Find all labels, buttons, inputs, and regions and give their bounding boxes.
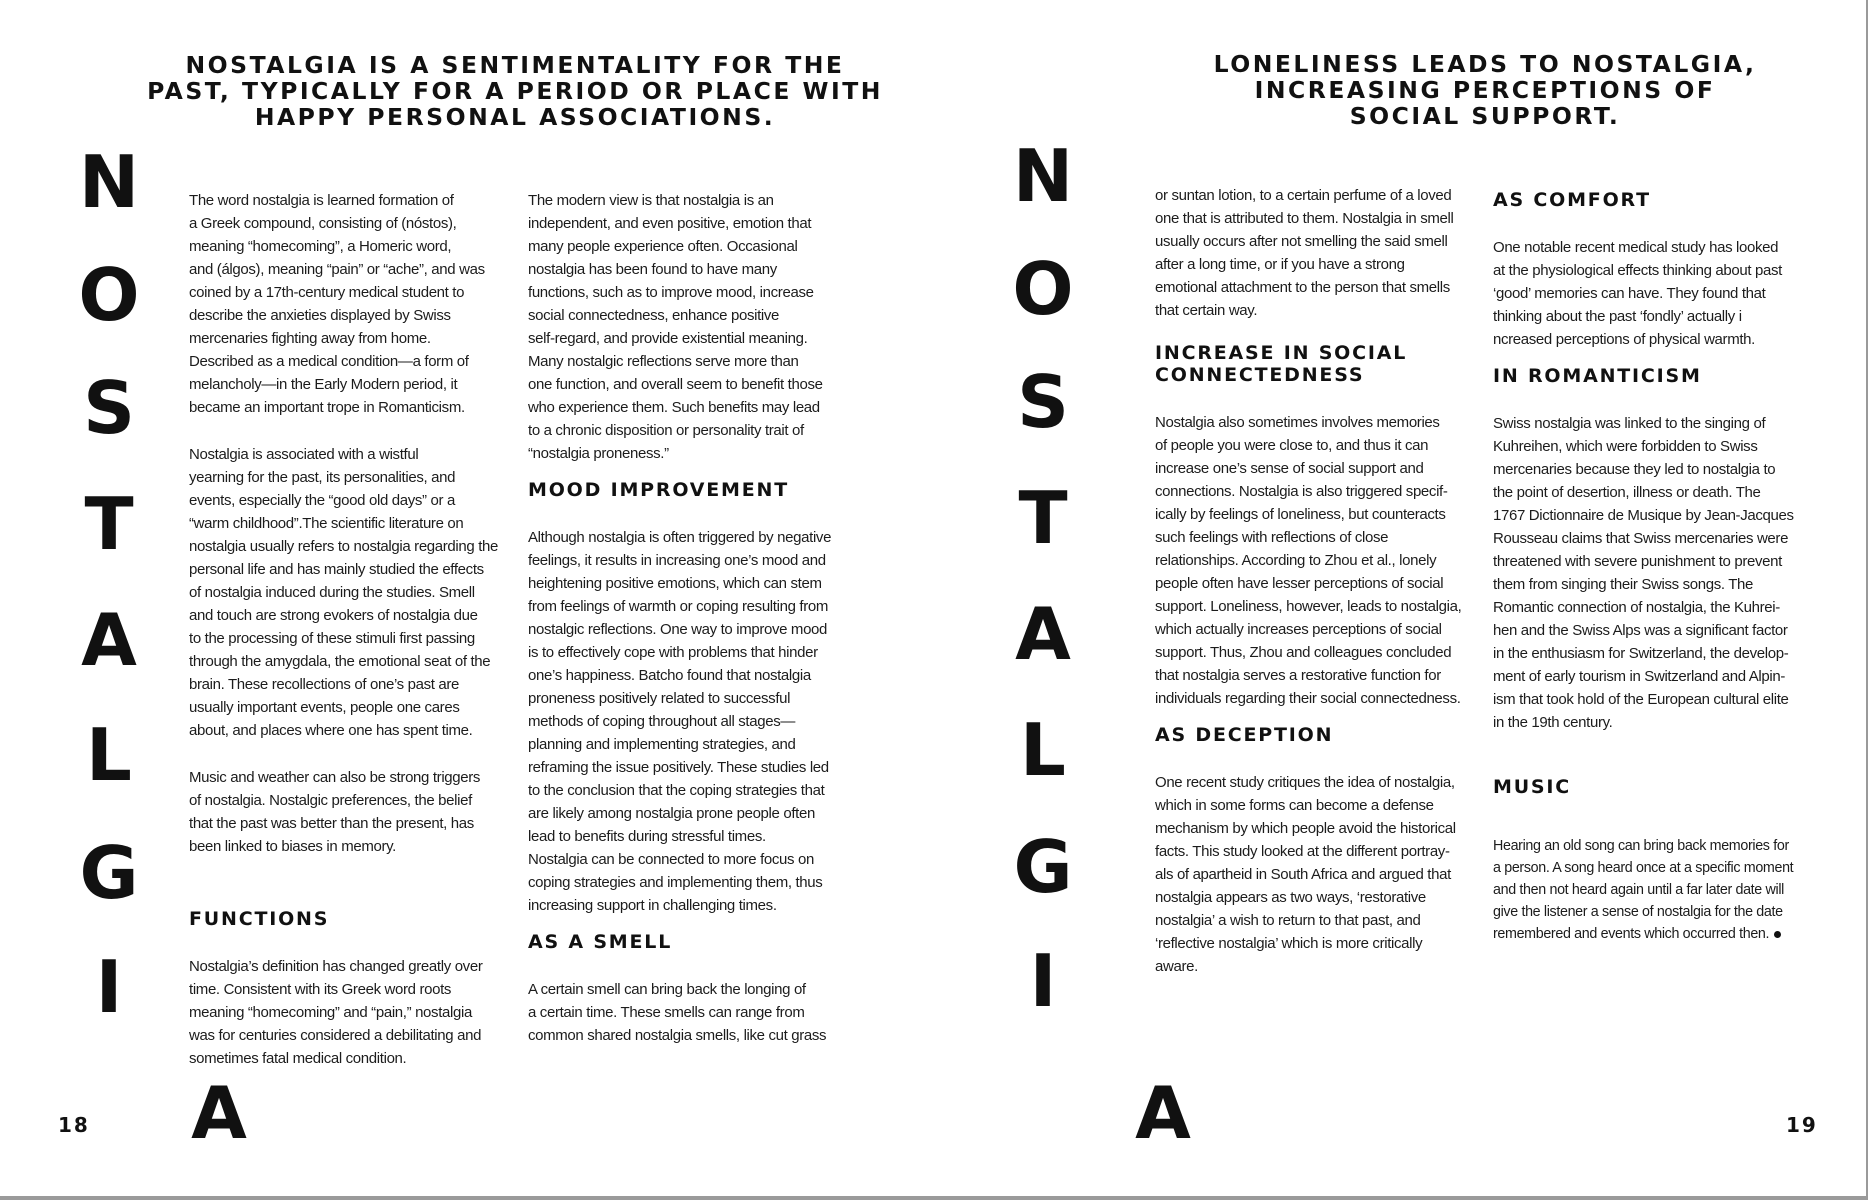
paragraph: [1155, 411, 1475, 710]
text-line: Many nostalgic reflections serve more than: [528, 353, 799, 370]
text-line: individuals regarding their social connectedness.: [1155, 690, 1461, 707]
vertical-letter: S: [83, 366, 135, 450]
text-line: ‘good’ memories can have. They found that: [1493, 285, 1766, 302]
text-line: melancholy—in the Early Modern period, it: [189, 376, 458, 393]
vertical-letter: G: [1013, 825, 1073, 909]
text-line: lead to benefits during stressful times.: [528, 828, 766, 845]
text-line: a Greek compound, consisting of (nóstos),: [189, 215, 457, 232]
text-line: ism that took hold of the European cultural elite: [1493, 691, 1789, 708]
text-line: Swiss nostalgia was linked to the singing of: [1493, 415, 1766, 432]
as-comfort-heading: AS COMFORT: [1493, 189, 1651, 211]
bottom-letter: A: [1135, 1071, 1191, 1155]
vertical-letter: S: [1017, 360, 1069, 444]
paragraph: [1493, 835, 1813, 945]
page-number-right: 19: [1786, 1113, 1818, 1137]
text-line: after a long time, or if you have a strong: [1155, 256, 1405, 273]
text-line: coined by a 17th-century medical student to: [189, 284, 465, 301]
right-page-heading: [1150, 51, 1820, 129]
text-line: or suntan lotion, to a certain perfume of a loved: [1155, 187, 1452, 204]
mood-improvement-heading: MOOD IMPROVEMENT: [528, 479, 790, 501]
vertical-letter: O: [1012, 247, 1074, 331]
vertical-letter: A: [1015, 592, 1071, 676]
text-line: functions, such as to improve mood, increase: [528, 284, 814, 301]
text-line: that certain way.: [1155, 302, 1258, 319]
text-line: to the processing of these stimuli first passing: [189, 630, 475, 647]
vertical-letter: G: [79, 831, 139, 915]
vertical-letter: T: [1018, 476, 1068, 560]
text-line: one function, and overall seem to benefit those: [528, 376, 823, 393]
bottom-letter: A: [191, 1071, 247, 1155]
as-deception-heading: AS DECEPTION: [1155, 724, 1334, 746]
text-line: usually important events, people one cares: [189, 699, 460, 716]
text-line: increasing support in challenging times.: [528, 897, 777, 914]
text-line: Nostalgia is associated with a wistful: [189, 446, 419, 463]
text-line: common shared nostalgia smells, like cut grass: [528, 1027, 827, 1044]
text-line: one’s happiness. Batcho found that nostalgia: [528, 667, 811, 684]
text-line: emotional attachment to the person that smells: [1155, 279, 1450, 296]
vertical-letter: N: [1012, 134, 1074, 218]
text-line: nostalgic reflections. One way to improve mood: [528, 621, 828, 638]
text-line: remembered and events which occurred then.: [1493, 926, 1770, 942]
text-line: through the amygdala, the emotional seat of the: [189, 653, 491, 670]
text-line: the point of desertion, illness or death. The: [1493, 484, 1761, 501]
heading-line: CONNECTEDNESS: [1155, 364, 1365, 386]
text-line: a certain time. These smells can range from: [528, 1004, 805, 1021]
text-line: to a chronic disposition or personality trait of: [528, 422, 804, 439]
text-line: ically by feelings of loneliness, but counteracts: [1155, 506, 1446, 523]
paragraph: [1493, 236, 1813, 351]
text-line: facts. This study looked at the different portray-: [1155, 843, 1450, 860]
text-line: who experience them. Such benefits may lead: [528, 399, 820, 416]
text-line: Nostalgia’s definition has changed greatly over: [189, 958, 483, 975]
text-line: mercenaries fighting away from home.: [189, 330, 431, 347]
text-line: Although nostalgia is often triggered by negative: [528, 529, 832, 546]
heading-line: NOSTALGIA IS A SENTIMENTALITY FOR THE: [185, 51, 845, 79]
text-line: connections. Nostalgia is also triggered specif-: [1155, 483, 1448, 500]
text-line: ‘reflective nostalgia’ which is more critically: [1155, 935, 1423, 952]
text-line: support. Loneliness, however, leads to nostalgia,: [1155, 598, 1462, 615]
heading-line: INCREASING PERCEPTIONS OF: [1254, 76, 1716, 104]
as-a-smell-heading: AS A SMELL: [528, 931, 673, 953]
vertical-letter: I: [95, 945, 123, 1029]
vertical-letter: L: [1020, 708, 1066, 792]
left-page-heading: [140, 52, 890, 130]
text-line: ncreased perceptions of physical warmth.: [1493, 331, 1755, 348]
text-line: describe the anxieties displayed by Swiss: [189, 307, 451, 324]
text-line: als of apartheid in South Africa and argued that: [1155, 866, 1451, 883]
heading-line: SOCIAL SUPPORT.: [1349, 102, 1621, 130]
text-line: nostalgia appears as two ways, ‘restorative: [1155, 889, 1426, 906]
left-column-2: [528, 189, 848, 1047]
heading-line: INCREASE IN SOCIAL: [1155, 342, 1408, 364]
vertical-letter: T: [84, 482, 134, 566]
page-number-left: 18: [58, 1113, 90, 1137]
text-line: a person. A song heard once at a specific moment: [1493, 860, 1794, 876]
text-line: and then not heard again until a far later date will: [1493, 882, 1784, 898]
text-line: threatened with severe punishment to prevent: [1493, 553, 1782, 570]
paragraph: [1155, 771, 1475, 978]
text-line: at the physiological effects thinking about past: [1493, 262, 1782, 279]
text-line: 1767 Dictionnaire de Musique by Jean-Jacques: [1493, 507, 1794, 524]
text-line: mercenaries because they led to nostalgia to: [1493, 461, 1776, 478]
text-line: of nostalgia induced during the studies. Smell: [189, 584, 475, 601]
right-column-2: [1493, 189, 1813, 945]
text-line: feelings, it results in increasing one’s mood and: [528, 552, 826, 569]
text-line: such feelings with reflections of close: [1155, 529, 1389, 546]
text-line: events, especially the “good old days” or a: [189, 492, 455, 509]
paragraph: [528, 526, 848, 917]
paragraph: [528, 978, 848, 1047]
end-mark-icon: [1774, 931, 1781, 938]
text-line: meaning “homecoming” and “pain,” nostalgia: [189, 1004, 472, 1021]
text-line: is to effectively cope with problems that hinder: [528, 644, 818, 661]
text-line: Romantic connection of nostalgia, the Kuhrei-: [1493, 599, 1780, 616]
text-line: in the enthusiasm for Switzerland, the develop-: [1493, 645, 1789, 662]
text-line: that nostalgia serves a restorative function for: [1155, 667, 1441, 684]
text-line: Nostalgia can be connected to more focus on: [528, 851, 814, 868]
text-line: them from singing their Swiss songs. The: [1493, 576, 1754, 593]
vertical-letter: O: [78, 253, 140, 337]
text-line: are likely among nostalgia prone people often: [528, 805, 815, 822]
text-line: many people experience often. Occasional: [528, 238, 798, 255]
text-line: social connectedness, enhance positive: [528, 307, 780, 324]
text-line: and (álgos), meaning “pain” or “ache”, and was: [189, 261, 485, 278]
text-line: personal life and has mainly studied the effects: [189, 561, 484, 578]
text-line: was for centuries considered a debilitating and: [189, 1027, 482, 1044]
text-line: The word nostalgia is learned formation of: [189, 192, 454, 209]
text-line: “warm childhood”.The scientific literature on: [189, 515, 464, 532]
text-line: which in some forms can become a defense: [1155, 797, 1434, 814]
vertical-letter: L: [86, 713, 132, 797]
text-line: reframing the issue positively. These studies led: [528, 759, 829, 776]
heading-line: HAPPY PERSONAL ASSOCIATIONS.: [254, 103, 776, 131]
text-line: ment of early tourism in Switzerland and Alpin-: [1493, 668, 1786, 685]
text-line: in the 19th century.: [1493, 714, 1613, 731]
text-line: mechanism by which people avoid the historical: [1155, 820, 1456, 837]
text-line: people often have lesser perceptions of social: [1155, 575, 1444, 592]
text-line: relationships. According to Zhou et al., lonely: [1155, 552, 1437, 569]
vertical-letter: A: [81, 598, 137, 682]
heading-line: LONELINESS LEADS TO NOSTALGIA,: [1213, 50, 1757, 78]
text-line: nostalgia usually refers to nostalgia regarding the: [189, 538, 499, 555]
paragraph: [189, 766, 509, 858]
text-line: hen and the Swiss Alps was a significant factor: [1493, 622, 1788, 639]
text-line: self-regard, and provide existential meaning.: [528, 330, 808, 347]
text-line: nostalgia’ a wish to return to that past, and: [1155, 912, 1421, 929]
text-line: yearning for the past, its personalities, and: [189, 469, 456, 486]
text-line: of people you were close to, and thus it can: [1155, 437, 1429, 454]
text-line: of nostalgia. Nostalgic preferences, the belief: [189, 792, 472, 809]
text-line: to the conclusion that the coping strategies that: [528, 782, 825, 799]
text-line: heightening positive emotions, which can stem: [528, 575, 822, 592]
text-line: give the listener a sense of nostalgia for the date: [1493, 904, 1783, 920]
text-line: proneness positively related to successful: [528, 690, 791, 707]
text-line: increase one’s sense of social support and: [1155, 460, 1424, 477]
text-line: sometimes fatal medical condition.: [189, 1050, 407, 1067]
paragraph: [189, 189, 509, 419]
text-line: became an important trope in Romanticism.: [189, 399, 465, 416]
text-line: one that is attributed to them. Nostalgia in smell: [1155, 210, 1454, 227]
right-column-1: [1155, 184, 1475, 978]
text-line: aware.: [1155, 958, 1198, 975]
text-line: methods of coping throughout all stages—: [528, 713, 796, 730]
music-heading: MUSIC: [1493, 776, 1572, 798]
text-line: brain. These recollections of one’s past are: [189, 676, 460, 693]
in-romanticism-heading: IN ROMANTICISM: [1493, 365, 1702, 387]
text-line: time. Consistent with its Greek word roots: [189, 981, 452, 998]
text-line: from feelings of warmth or coping resulting from: [528, 598, 828, 615]
text-line: nostalgia has been found to have many: [528, 261, 777, 278]
text-line: meaning “homecoming”, a Homeric word,: [189, 238, 452, 255]
paragraph: [189, 443, 509, 742]
text-line: which actually increases perceptions of social: [1155, 621, 1442, 638]
heading-line: PAST, TYPICALLY FOR A PERIOD OR PLACE WITH: [147, 77, 883, 105]
text-line: One notable recent medical study has looked: [1493, 239, 1779, 256]
text-line: Nostalgia also sometimes involves memories: [1155, 414, 1440, 431]
paragraph: [1155, 184, 1475, 322]
text-line: Kuhreihen, which were forbidden to Swiss: [1493, 438, 1758, 455]
text-line: One recent study critiques the idea of nostalgia,: [1155, 774, 1455, 791]
text-line: “nostalgia proneness.”: [528, 445, 669, 462]
text-line: Rousseau claims that Swiss mercenaries were: [1493, 530, 1789, 547]
text-line: and touch are strong evokers of nostalgia due: [189, 607, 478, 624]
text-line: Described as a medical condition—a form of: [189, 353, 469, 370]
text-line: A certain smell can bring back the longing of: [528, 981, 806, 998]
text-line: planning and implementing strategies, and: [528, 736, 796, 753]
text-line: The modern view is that nostalgia is an: [528, 192, 774, 209]
text-line: about, and places where one has spent time.: [189, 722, 473, 739]
paragraph: [1493, 412, 1813, 734]
text-line: Hearing an old song can bring back memories for: [1493, 838, 1789, 854]
paragraph: [189, 955, 509, 1070]
vertical-letter: I: [1029, 939, 1057, 1023]
text-line: that the past was better than the present, has: [189, 815, 474, 832]
left-column-1: [189, 189, 509, 1070]
text-line: Music and weather can also be strong triggers: [189, 769, 481, 786]
text-line: usually occurs after not smelling the said smell: [1155, 233, 1448, 250]
text-line: support. Thus, Zhou and colleagues concluded: [1155, 644, 1452, 661]
social-connectedness-heading: [1155, 342, 1475, 386]
functions-heading: FUNCTIONS: [189, 908, 330, 930]
text-line: independent, and even positive, emotion that: [528, 215, 812, 232]
paragraph: [528, 189, 848, 465]
text-line: thinking about the past ‘fondly’ actually i: [1493, 308, 1742, 325]
text-line: been linked to biases in memory.: [189, 838, 396, 855]
vertical-letter: N: [78, 140, 140, 224]
text-line: coping strategies and implementing them, thus: [528, 874, 823, 891]
